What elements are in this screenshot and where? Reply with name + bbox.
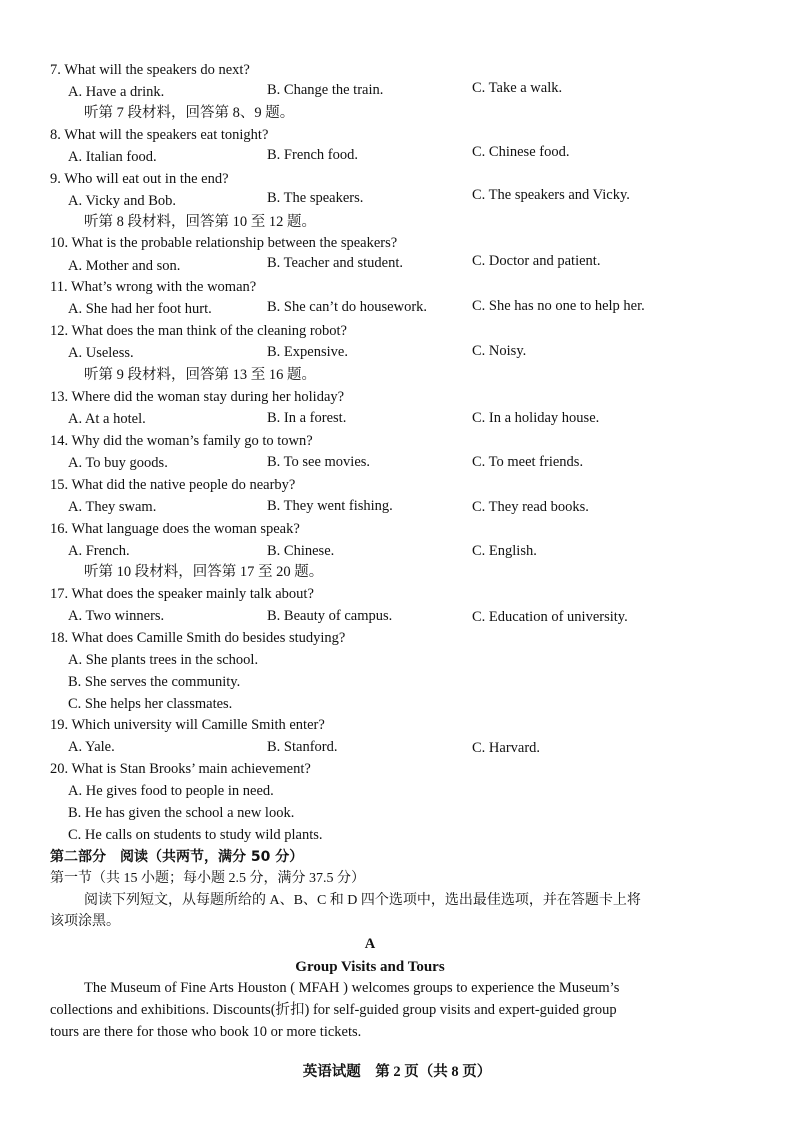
q18-option-a: A. She plants trees in the school. bbox=[68, 652, 259, 668]
q7-option-b: B. Change the train. bbox=[267, 82, 384, 98]
q12-option-c: C. Noisy. bbox=[472, 343, 527, 359]
directions-line-2: 该项涂黑。 bbox=[50, 914, 120, 929]
question-16: 16. What language does the woman speak? bbox=[50, 521, 300, 537]
question-8: 8. What will the speakers eat tonight? bbox=[50, 127, 269, 143]
q15-option-b: B. They went fishing. bbox=[267, 498, 393, 514]
q14-option-b: B. To see movies. bbox=[267, 454, 371, 470]
q9-option-a: A. Vicky and Bob. bbox=[68, 193, 177, 209]
question-18: 18. What does Camille Smith do besides studying? bbox=[50, 630, 346, 646]
q8-option-c: C. Chinese food. bbox=[472, 144, 570, 160]
section1-heading: 第一节（共 15 小题；每小题 2.5 分，满分 37.5 分） bbox=[50, 871, 365, 886]
question-9: 9. Who will eat out in the end? bbox=[50, 171, 229, 187]
question-10: 10. What is the probable relationship between the speakers? bbox=[50, 235, 398, 251]
question-11: 11. What’s wrong with the woman? bbox=[50, 279, 257, 295]
q13-option-b: B. In a forest. bbox=[267, 410, 347, 426]
part2-heading: 第二部分 阅读（共两节，满分 50 分） bbox=[50, 849, 304, 865]
q13-option-c: C. In a holiday house. bbox=[472, 410, 600, 426]
instruction-segment-9: 听第 9 段材料，回答第 13 至 16 题。 bbox=[84, 367, 316, 383]
q9-option-b: B. The speakers. bbox=[267, 190, 364, 206]
q12-option-a: A. Useless. bbox=[68, 345, 134, 361]
q7-option-a: A. Have a drink. bbox=[68, 84, 165, 100]
q20-option-c: C. He calls on students to study wild plants. bbox=[68, 827, 323, 843]
q17-option-c: C. Education of university. bbox=[472, 609, 628, 625]
question-12: 12. What does the man think of the cleaning robot? bbox=[50, 323, 347, 339]
q15-option-a: A. They swam. bbox=[68, 499, 157, 515]
q11-option-c: C. She has no one to help her. bbox=[472, 298, 645, 314]
q17-option-a: A. Two winners. bbox=[68, 608, 165, 624]
q13-option-a: A. At a hotel. bbox=[68, 411, 146, 427]
question-14: 14. Why did the woman’s family go to town? bbox=[50, 433, 313, 449]
q19-option-c: C. Harvard. bbox=[472, 740, 541, 756]
q17-option-b: B. Beauty of campus. bbox=[267, 608, 393, 624]
q19-option-b: B. Stanford. bbox=[267, 739, 338, 755]
q11-option-b: B. She can’t do housework. bbox=[267, 299, 428, 315]
passage-title: Group Visits and Tours bbox=[295, 959, 445, 975]
q10-option-c: C. Doctor and patient. bbox=[472, 253, 601, 269]
question-13: 13. Where did the woman stay during her holiday? bbox=[50, 389, 345, 405]
q10-option-b: B. Teacher and student. bbox=[267, 255, 404, 271]
q14-option-c: C. To meet friends. bbox=[472, 454, 584, 470]
instruction-segment-8: 听第 8 段材料，回答第 10 至 12 题。 bbox=[84, 214, 316, 230]
q15-option-c: C. They read books. bbox=[472, 499, 589, 515]
instruction-segment-7: 听第 7 段材料，回答第 8、9 题。 bbox=[84, 105, 295, 121]
question-15: 15. What did the native people do nearby? bbox=[50, 477, 296, 493]
instruction-segment-10: 听第 10 段材料，回答第 17 至 20 题。 bbox=[84, 564, 324, 580]
q11-option-a: A. She had her foot hurt. bbox=[68, 301, 212, 317]
question-7: 7. What will the speakers do next? bbox=[50, 62, 250, 78]
question-20: 20. What is Stan Brooks’ main achievement? bbox=[50, 761, 311, 777]
q10-option-a: A. Mother and son. bbox=[68, 258, 181, 274]
q8-option-a: A. Italian food. bbox=[68, 149, 157, 165]
q19-option-a: A. Yale. bbox=[68, 739, 115, 755]
q16-option-a: A. French. bbox=[68, 543, 130, 559]
question-17: 17. What does the speaker mainly talk about? bbox=[50, 586, 314, 602]
page-footer: 英语试题 第 2 页（共 8 页） bbox=[302, 1064, 492, 1080]
q18-option-b: B. She serves the community. bbox=[68, 674, 241, 690]
question-19: 19. Which university will Camille Smith enter? bbox=[50, 717, 325, 733]
passage-line-2: collections and exhibitions. Discounts(折扣) for self-guided group visits and expert-guided group bbox=[50, 1002, 617, 1018]
q8-option-b: B. French food. bbox=[267, 147, 359, 163]
q18-option-c: C. She helps her classmates. bbox=[68, 696, 233, 712]
passage-line-1: The Museum of Fine Arts Houston ( MFAH ) welcomes groups to experience the Museum’s bbox=[84, 980, 620, 996]
directions-line-1: 阅读下列短文，从每题所给的 A、B、C 和 D 四个选项中，选出最佳选项，并在答题卡上将 bbox=[84, 893, 641, 908]
passage-line-3: tours are there for those who book 10 or more tickets. bbox=[50, 1024, 362, 1040]
q9-option-c: C. The speakers and Vicky. bbox=[472, 187, 630, 203]
q20-option-a: A. He gives food to people in need. bbox=[68, 783, 274, 799]
q16-option-b: B. Chinese. bbox=[267, 543, 335, 559]
q16-option-c: C. English. bbox=[472, 543, 537, 559]
q20-option-b: B. He has given the school a new look. bbox=[68, 805, 295, 821]
q14-option-a: A. To buy goods. bbox=[68, 455, 168, 471]
passage-letter: A bbox=[364, 936, 376, 952]
q7-option-c: C. Take a walk. bbox=[472, 80, 563, 96]
q12-option-b: B. Expensive. bbox=[267, 344, 348, 360]
